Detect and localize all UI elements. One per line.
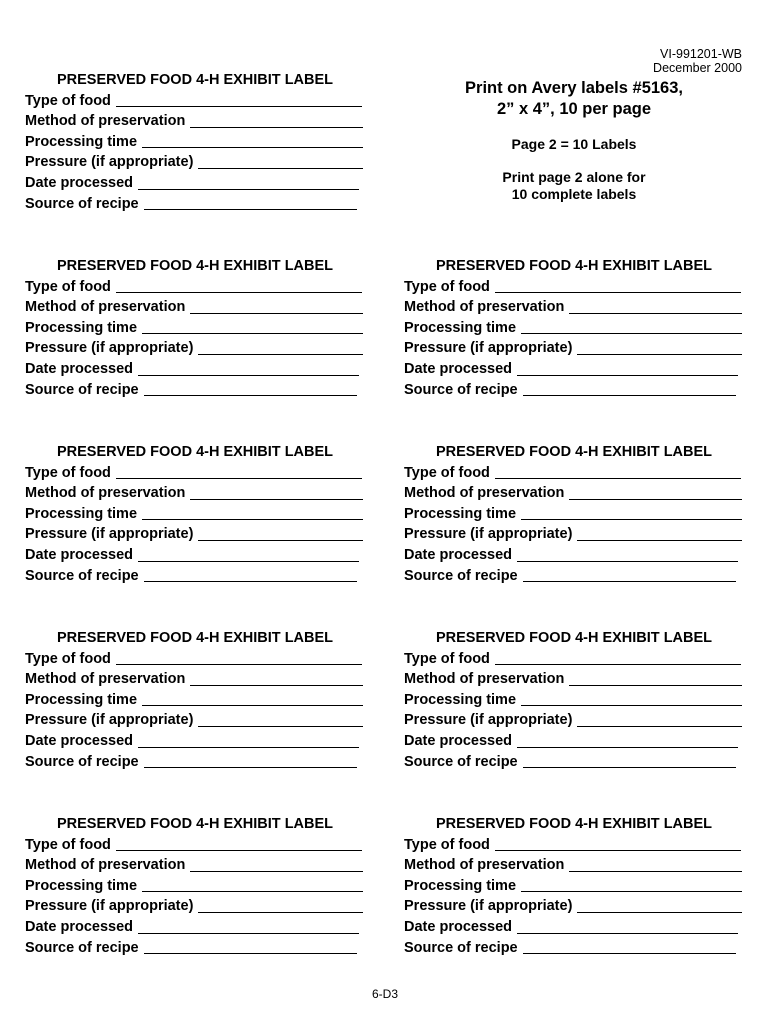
label-field — [25, 649, 370, 670]
print-instructions — [404, 78, 744, 203]
field-name: Method of preservation — [404, 299, 565, 316]
field-name: Date processed — [404, 732, 512, 749]
field-name: Date processed — [404, 360, 512, 377]
label-field — [404, 855, 749, 876]
field-name: Type of food — [25, 278, 111, 295]
field-name: Processing time — [404, 505, 517, 522]
label-field — [25, 463, 370, 484]
fill-in-blank[interactable] — [198, 539, 363, 541]
fill-in-blank[interactable] — [144, 394, 357, 396]
exhibit-label — [404, 814, 749, 958]
fill-in-blank[interactable] — [116, 477, 362, 479]
field-name: Date processed — [25, 174, 133, 191]
fill-in-blank[interactable] — [142, 890, 363, 892]
label-field — [25, 359, 370, 380]
fill-in-blank[interactable] — [190, 126, 363, 128]
fill-in-blank[interactable] — [517, 932, 738, 934]
label-field — [25, 731, 370, 752]
field-name: Pressure (if appropriate) — [25, 526, 194, 543]
fill-in-blank[interactable] — [577, 353, 742, 355]
field-name: Date processed — [25, 546, 133, 563]
field-name: Source of recipe — [25, 939, 139, 956]
label-field — [25, 380, 370, 401]
label-title: PRESERVED FOOD 4-H EXHIBIT LABEL — [435, 444, 713, 460]
field-name: Processing time — [404, 877, 517, 894]
fill-in-blank[interactable] — [495, 477, 741, 479]
label-field — [25, 545, 370, 566]
document-id — [653, 47, 742, 75]
label-field — [25, 297, 370, 318]
fill-in-blank[interactable] — [138, 188, 359, 190]
fill-in-blank[interactable] — [144, 766, 357, 768]
label-field — [25, 483, 370, 504]
fill-in-blank[interactable] — [190, 684, 363, 686]
instruction-avery: Print on Avery labels #5163, — [465, 79, 683, 97]
field-name: Pressure (if appropriate) — [404, 340, 573, 357]
fill-in-blank[interactable] — [523, 766, 736, 768]
label-field — [404, 566, 749, 587]
label-field — [25, 277, 370, 298]
fill-in-blank[interactable] — [142, 332, 363, 334]
fill-in-blank[interactable] — [577, 911, 742, 913]
label-field — [404, 649, 749, 670]
label-field — [25, 173, 370, 194]
field-name: Source of recipe — [25, 567, 139, 584]
field-name: Type of food — [404, 650, 490, 667]
fill-in-blank[interactable] — [116, 291, 362, 293]
field-name: Method of preservation — [404, 485, 565, 502]
fill-in-blank[interactable] — [495, 849, 741, 851]
field-name: Method of preservation — [25, 857, 186, 874]
label-field — [404, 835, 749, 856]
label-field — [25, 566, 370, 587]
fill-in-blank[interactable] — [116, 849, 362, 851]
field-name: Pressure (if appropriate) — [404, 712, 573, 729]
field-name: Type of food — [404, 278, 490, 295]
page-number: 6-D3 — [371, 987, 398, 1001]
fill-in-blank[interactable] — [198, 167, 363, 169]
fill-in-blank[interactable] — [495, 291, 741, 293]
field-name: Type of food — [25, 650, 111, 667]
label-field — [25, 669, 370, 690]
label-field — [25, 690, 370, 711]
label-field — [25, 524, 370, 545]
fill-in-blank[interactable] — [517, 374, 738, 376]
label-field — [404, 318, 749, 339]
label-field — [25, 91, 370, 112]
fill-in-blank[interactable] — [144, 580, 357, 582]
label-field — [404, 277, 749, 298]
fill-in-blank[interactable] — [523, 580, 736, 582]
label-field — [404, 483, 749, 504]
field-name: Method of preservation — [25, 299, 186, 316]
label-field — [404, 297, 749, 318]
fill-in-blank[interactable] — [577, 725, 742, 727]
label-field — [404, 524, 749, 545]
label-field — [25, 855, 370, 876]
label-field — [404, 917, 749, 938]
field-name: Type of food — [404, 836, 490, 853]
fill-in-blank[interactable] — [198, 911, 363, 913]
field-name: Date processed — [25, 918, 133, 935]
fill-in-blank[interactable] — [144, 952, 357, 954]
label-title: PRESERVED FOOD 4-H EXHIBIT LABEL — [56, 444, 334, 460]
field-name: Type of food — [25, 836, 111, 853]
fill-in-blank[interactable] — [521, 704, 742, 706]
field-name: Method of preservation — [25, 485, 186, 502]
label-field — [25, 752, 370, 773]
field-name: Processing time — [25, 319, 138, 336]
field-name: Pressure (if appropriate) — [25, 898, 194, 915]
field-name: Method of preservation — [25, 113, 186, 130]
exhibit-label — [25, 70, 370, 214]
label-field — [25, 896, 370, 917]
fill-in-blank[interactable] — [116, 105, 362, 107]
field-name: Pressure (if appropriate) — [25, 340, 194, 357]
label-field — [25, 111, 370, 132]
label-field — [404, 896, 749, 917]
label-field — [404, 359, 749, 380]
label-field — [25, 917, 370, 938]
field-name: Source of recipe — [404, 381, 518, 398]
label-title: PRESERVED FOOD 4-H EXHIBIT LABEL — [56, 816, 334, 832]
exhibit-label — [404, 628, 749, 772]
fill-in-blank[interactable] — [138, 560, 359, 562]
field-name: Source of recipe — [404, 567, 518, 584]
exhibit-label — [25, 256, 370, 400]
field-name: Method of preservation — [404, 671, 565, 688]
fill-in-blank[interactable] — [138, 932, 359, 934]
fill-in-blank[interactable] — [138, 746, 359, 748]
label-title: PRESERVED FOOD 4-H EXHIBIT LABEL — [56, 258, 334, 274]
fill-in-blank[interactable] — [190, 312, 363, 314]
fill-in-blank[interactable] — [521, 332, 742, 334]
instruction-size: 2” x 4”, 10 per page — [496, 100, 652, 118]
field-name: Processing time — [404, 691, 517, 708]
field-name: Processing time — [25, 505, 138, 522]
label-field — [404, 545, 749, 566]
label-field — [25, 318, 370, 339]
label-field — [25, 132, 370, 153]
label-field — [404, 731, 749, 752]
fill-in-blank[interactable] — [142, 146, 363, 148]
field-name: Type of food — [404, 464, 490, 481]
label-title: PRESERVED FOOD 4-H EXHIBIT LABEL — [435, 258, 713, 274]
fill-in-blank[interactable] — [569, 312, 742, 314]
field-name: Source of recipe — [25, 753, 139, 770]
field-name: Type of food — [25, 92, 111, 109]
document-code: VI-991201-WB — [660, 47, 742, 61]
label-field — [25, 504, 370, 525]
fill-in-blank[interactable] — [198, 353, 363, 355]
field-name: Method of preservation — [404, 857, 565, 874]
label-field — [404, 463, 749, 484]
fill-in-blank[interactable] — [142, 704, 363, 706]
fill-in-blank[interactable] — [138, 374, 359, 376]
label-field — [25, 710, 370, 731]
field-name: Date processed — [404, 918, 512, 935]
fill-in-blank[interactable] — [144, 208, 357, 210]
fill-in-blank[interactable] — [517, 746, 738, 748]
fill-in-blank[interactable] — [495, 663, 741, 665]
field-name: Method of preservation — [25, 671, 186, 688]
field-name: Pressure (if appropriate) — [404, 898, 573, 915]
label-field — [404, 752, 749, 773]
field-name: Processing time — [25, 691, 138, 708]
fill-in-blank[interactable] — [523, 394, 736, 396]
fill-in-blank[interactable] — [521, 518, 742, 520]
fill-in-blank[interactable] — [569, 870, 742, 872]
fill-in-blank[interactable] — [190, 870, 363, 872]
fill-in-blank[interactable] — [116, 663, 362, 665]
field-name: Processing time — [25, 877, 138, 894]
field-name: Pressure (if appropriate) — [25, 154, 194, 171]
label-field — [404, 690, 749, 711]
field-name: Date processed — [404, 546, 512, 563]
fill-in-blank[interactable] — [521, 890, 742, 892]
label-field — [25, 152, 370, 173]
label-field — [404, 504, 749, 525]
fill-in-blank[interactable] — [190, 498, 363, 500]
label-title: PRESERVED FOOD 4-H EXHIBIT LABEL — [435, 630, 713, 646]
label-field — [404, 338, 749, 359]
label-title: PRESERVED FOOD 4-H EXHIBIT LABEL — [435, 816, 713, 832]
label-field — [404, 876, 749, 897]
document-date: December 2000 — [653, 61, 742, 75]
fill-in-blank[interactable] — [523, 952, 736, 954]
field-name: Source of recipe — [404, 939, 518, 956]
exhibit-label — [404, 442, 749, 586]
fill-in-blank[interactable] — [517, 560, 738, 562]
fill-in-blank[interactable] — [569, 684, 742, 686]
label-field — [404, 710, 749, 731]
field-name: Date processed — [25, 732, 133, 749]
label-field — [25, 194, 370, 215]
fill-in-blank[interactable] — [569, 498, 742, 500]
field-name: Pressure (if appropriate) — [25, 712, 194, 729]
exhibit-label — [25, 628, 370, 772]
fill-in-blank[interactable] — [198, 725, 363, 727]
fill-in-blank[interactable] — [142, 518, 363, 520]
field-name: Type of food — [25, 464, 111, 481]
exhibit-label — [404, 256, 749, 400]
instruction-page-info: Page 2 = 10 Labels — [511, 136, 637, 152]
field-name: Processing time — [404, 319, 517, 336]
exhibit-label — [25, 442, 370, 586]
label-field — [25, 338, 370, 359]
label-title: PRESERVED FOOD 4-H EXHIBIT LABEL — [56, 630, 334, 646]
field-name: Source of recipe — [25, 381, 139, 398]
field-name: Date processed — [25, 360, 133, 377]
instruction-print-1: Print page 2 alone for — [502, 169, 646, 185]
label-title: PRESERVED FOOD 4-H EXHIBIT LABEL — [56, 72, 334, 88]
fill-in-blank[interactable] — [577, 539, 742, 541]
label-field — [25, 876, 370, 897]
field-name: Source of recipe — [404, 753, 518, 770]
field-name: Source of recipe — [25, 195, 139, 212]
instruction-print-2: 10 complete labels — [511, 186, 637, 202]
field-name: Processing time — [25, 133, 138, 150]
label-field — [25, 835, 370, 856]
exhibit-label — [25, 814, 370, 958]
label-field — [25, 938, 370, 959]
label-field — [404, 938, 749, 959]
label-field — [404, 380, 749, 401]
label-field — [404, 669, 749, 690]
field-name: Pressure (if appropriate) — [404, 526, 573, 543]
